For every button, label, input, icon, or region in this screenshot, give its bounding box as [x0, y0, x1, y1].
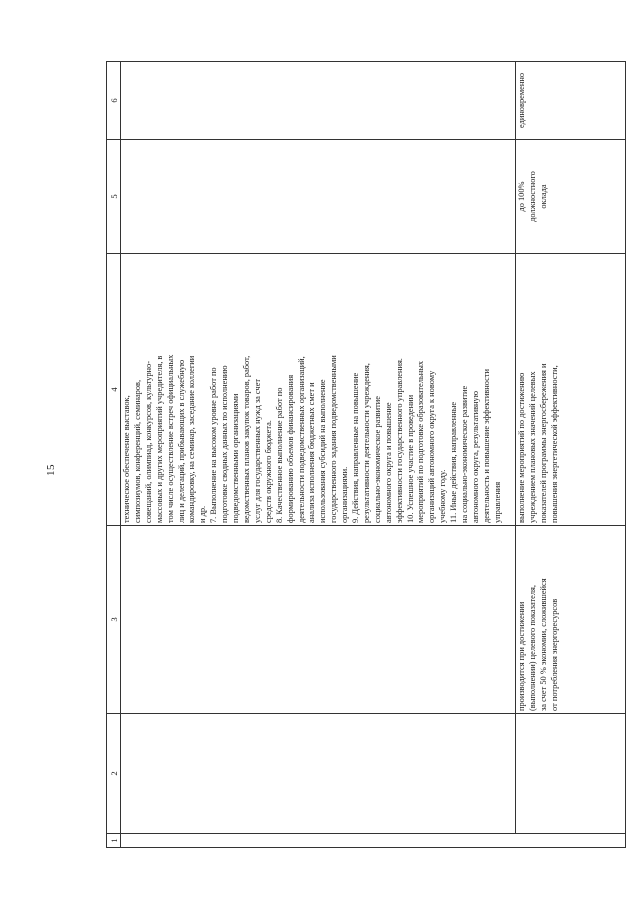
text-line: анализа исполнения бюджетных смет и — [307, 382, 317, 523]
text-line: показателей программы энергосбережения и — [538, 363, 548, 523]
header-cell-1: 1 — [107, 834, 121, 848]
text-line: социально-экономическое развитие — [372, 396, 382, 523]
text-line: том числе осуществление встреч официальных — [165, 354, 175, 523]
text-line: деятельность и повышение эффективности — [481, 368, 491, 523]
text-line: производится при достижении — [517, 601, 526, 711]
amount-text — [517, 142, 550, 251]
cell-col6-frequency — [516, 62, 626, 140]
text-line: подготовке сводных данных по исполнению — [220, 365, 230, 523]
text-line: симпозиумов, конференций, семинаров, — [132, 379, 142, 523]
text-line: средств окружного бюджета. — [263, 420, 273, 523]
text-line: использования субсидий на выполнение — [318, 379, 328, 523]
text-line: выполнение мероприятий по достижению — [517, 372, 526, 523]
cell-col2 — [516, 714, 626, 834]
text-line: техническое обеспечение выставок, — [122, 395, 131, 523]
frequency-text — [517, 64, 528, 137]
rotated-page-content — [106, 62, 626, 848]
cell-col2 — [121, 714, 516, 834]
text-line: 11. Иные действия, направленные — [449, 401, 459, 523]
table-header-row — [107, 62, 121, 848]
text-line: командировку, на семинар, заседание коллегии — [187, 355, 197, 523]
page-number: 15 — [45, 464, 57, 476]
text-line: на социально-экономическое развитие — [460, 385, 470, 523]
text-line: учреждением плановых значений целевых — [527, 371, 537, 523]
text-line: формированию объемов финансирования — [285, 374, 295, 523]
text-line: совещаний, олимпиад, конкурсов, культурно- — [143, 360, 153, 523]
cell-col4-criteria — [516, 254, 626, 526]
text-line: 7. Выполнение на высоком уровне работ по — [209, 367, 219, 523]
table-row — [121, 62, 516, 848]
cell-col4-criteria — [121, 254, 516, 526]
criteria-text — [517, 256, 561, 523]
text-line: (выполнении) целевого показателя, — [527, 585, 537, 711]
text-line: до 100% — [517, 181, 526, 212]
text-line: 8. Качественное выполнение работ по — [274, 387, 284, 523]
text-line: услуг для государственных нужд за счет — [252, 378, 262, 523]
text-line: повышения энергетической эффективности, — [549, 365, 559, 523]
text-line: должностного — [527, 171, 537, 222]
text-line: мероприятий по подготовке образовательных — [416, 360, 426, 523]
header-cell-6: 6 — [107, 62, 121, 140]
text-line: единовременно — [517, 72, 526, 129]
text-line: массовых и других мероприятий учредителя, в — [154, 355, 164, 523]
text-line: управления — [492, 481, 502, 523]
text-line: автономного округа, результативную — [471, 391, 480, 523]
text-line: лиц и делегаций, прибывающих в служебную — [176, 359, 186, 523]
header-cell-4: 4 — [107, 254, 121, 526]
cell-col3 — [121, 526, 516, 714]
header-cell-3: 3 — [107, 526, 121, 714]
table-row — [516, 62, 626, 848]
text-line: учебному году. — [438, 469, 448, 523]
criteria-text — [122, 256, 504, 523]
text-line: деятельности подведомственных организаций, — [296, 356, 306, 523]
cell-col1 — [121, 834, 626, 848]
text-line: автономного округа и повышение — [383, 402, 393, 523]
text-line: 9. Действия, направленные на повышение — [351, 372, 361, 523]
text-line: и др. — [198, 505, 208, 523]
text-line: эффективности государственного управления. — [394, 358, 404, 523]
text-line: организациями. — [340, 466, 350, 523]
text-line: оклада — [538, 184, 548, 209]
cell-col5-amount — [516, 140, 626, 254]
cell-col3-condition — [516, 526, 626, 714]
text-line: государственного задания подведомственными — [329, 355, 339, 523]
cell-col6 — [121, 62, 516, 140]
text-line: подведомственными организациями — [231, 393, 241, 523]
text-line: за счет 50 % экономии, сложившейся — [538, 578, 548, 711]
header-cell-5: 5 — [107, 140, 121, 254]
condition-text — [517, 528, 561, 711]
text-line: ведомственных планов закупок товаров, работ, — [241, 355, 251, 523]
payments-table — [106, 61, 626, 848]
text-line: 10. Успешное участие в проведении — [405, 394, 415, 523]
cell-col5 — [121, 140, 516, 254]
text-line: от потребления энергоресурсов — [549, 598, 559, 711]
text-line: результативности деятельности учреждения, — [361, 363, 371, 523]
text-line: организаций автономного округа к новому — [427, 370, 437, 523]
header-cell-2: 2 — [107, 714, 121, 834]
